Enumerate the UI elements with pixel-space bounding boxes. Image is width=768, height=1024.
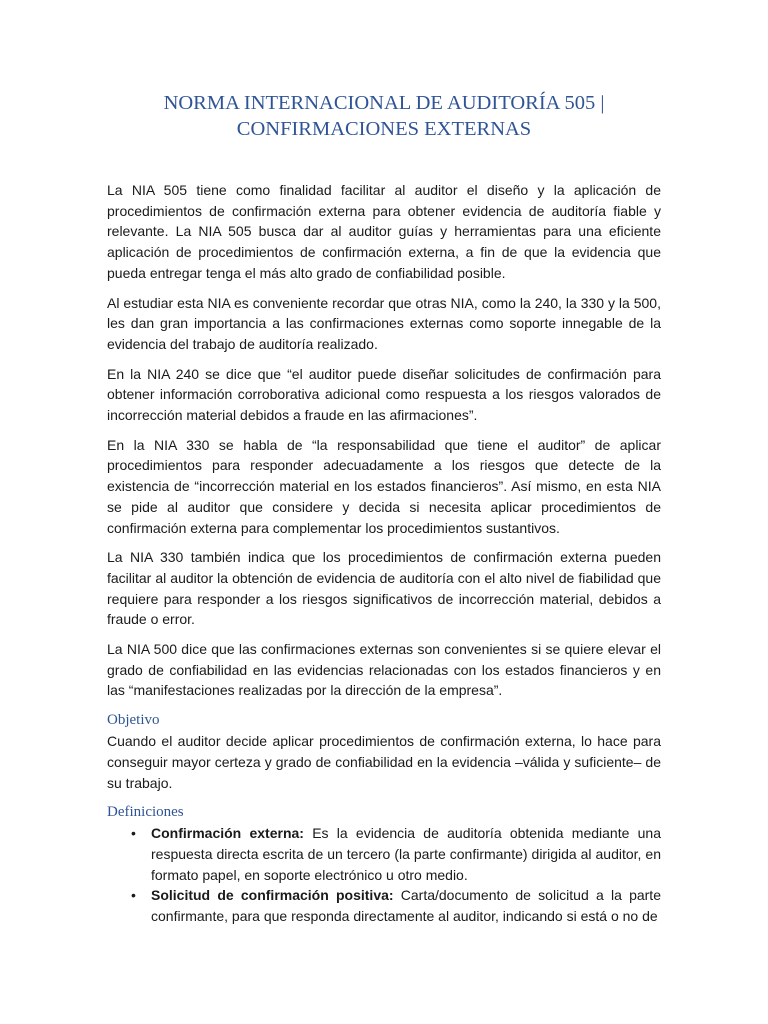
- definition-term: Confirmación externa:: [151, 825, 304, 842]
- definition-item: [131, 885, 661, 926]
- definition-item: [131, 823, 661, 885]
- objetivo-paragraph: Cuando el auditor decide aplicar procedimientos de confirmación externa, lo hace para conseguir mayor certeza y grado de confiabilidad en la evidencia –válida y suficiente– de su trabajo.: [107, 733, 661, 791]
- nia-500-paragraph: La NIA 500 dice que las confirmaciones externas son convenientes si se quiere elevar el grado de confiabilidad en las evidencias relacionadas con los estados financieros y en las “manifestaciones realizadas por la dirección de la empresa”.: [107, 641, 661, 699]
- definition-term: Solicitud de confirmación positiva:: [151, 887, 394, 904]
- definiciones-heading: Definiciones: [107, 804, 184, 821]
- title-line-2: CONFIRMACIONES EXTERNAS: [236, 118, 532, 140]
- document-title: [107, 90, 661, 142]
- title-line-1: NORMA INTERNACIONAL DE AUDITORÍA 505 |: [163, 92, 605, 114]
- objetivo-heading: Objetivo: [107, 712, 160, 729]
- definition-text: Es la evidencia de auditoría obtenida mediante una respuesta directa escrita de un tercero (la parte confirmante) dirigida al auditor, en formato papel, en soporte electrónico u otro medio.: [151, 825, 661, 883]
- bullet-icon: •: [131, 825, 136, 842]
- bullet-icon: •: [131, 887, 136, 904]
- nia-context-paragraph: Al estudiar esta NIA es conveniente recordar que otras NIA, como la 240, la 330 y la 500, les dan gran importancia a las confirmaciones externas como soporte innegable de la evidencia del trabajo de auditoría realizado.: [107, 294, 661, 352]
- nia-240-paragraph: En la NIA 240 se dice que “el auditor puede diseñar solicitudes de confirmación para obtener información corroborativa adicional como respuesta a los riesgos valorados de incorrección material debidos a fraude en las afirmaciones”.: [107, 365, 661, 424]
- definition-text: Carta/documento de solicitud a la parte confirmante, para que responda directamente al auditor, indicando si está o no de: [151, 887, 661, 925]
- nia-330-fiabilidad-paragraph: La NIA 330 también indica que los procedimientos de confirmación externa pueden facilitar al auditor la obtención de evidencia de auditoría con el alto nivel de fiabilidad que requiere para responder a los riesgos significativos de incorrección material, debidos a fraude o error.: [107, 549, 661, 628]
- nia-330-paragraph: En la NIA 330 se habla de “la responsabilidad que tiene el auditor” de aplicar procedimientos para responder adecuadamente a los riesgos que detecte de la existencia de “incorrección material en los estados financieros”. Así mismo, en esta NIA se pide al auditor que considere y decida si necesita aplicar procedimientos de confirmación externa para complementar los procedimientos sustantivos.: [107, 436, 661, 536]
- definitions-list: [107, 823, 661, 927]
- intro-paragraph: La NIA 505 tiene como finalidad facilitar al auditor el diseño y la aplicación de procedimientos de confirmación externa para obtener evidencia de auditoría fiable y relevante. La NIA 505 busca dar al auditor guías y herramientas para una eficiente aplicación de procedimientos de confirmación externa, a fin de que la evidencia que pueda entregar tenga el más alto grado de confiabilidad posible.: [107, 182, 661, 281]
